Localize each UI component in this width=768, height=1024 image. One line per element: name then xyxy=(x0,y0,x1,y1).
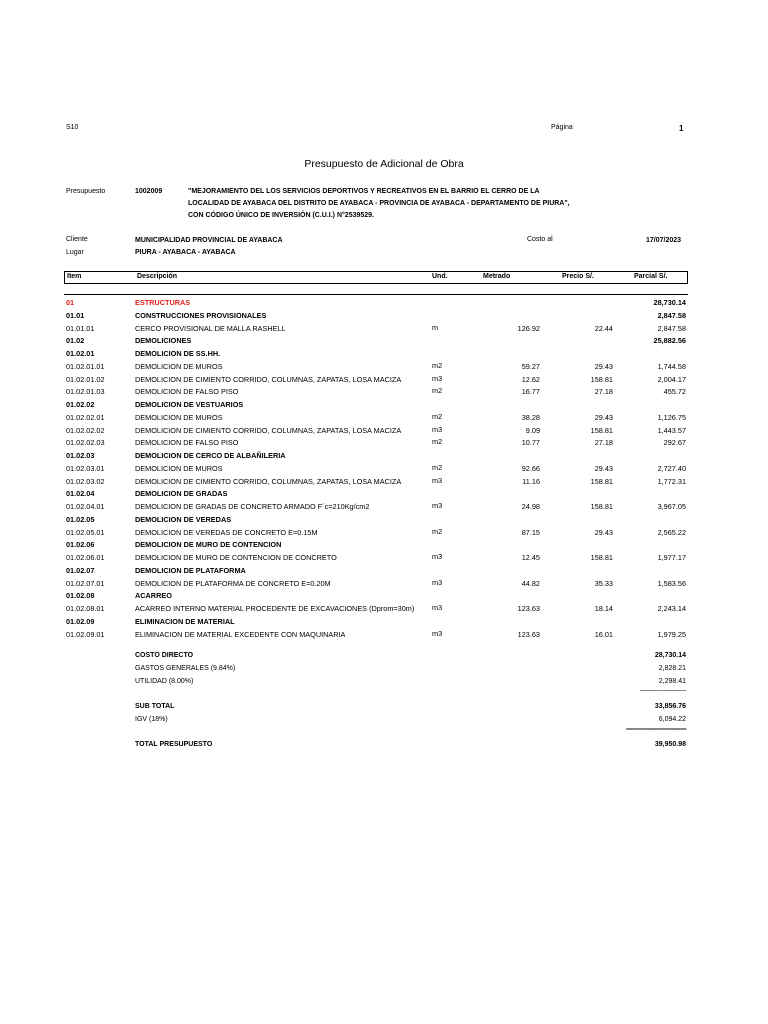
gastos-label: GASTOS GENERALES (9.84%) xyxy=(135,665,236,672)
row-item: 01.02.07 xyxy=(66,565,95,575)
row-item: 01.02.03.01 xyxy=(66,463,105,473)
row-metrado: 12.62 xyxy=(521,374,540,384)
row-desc: DEMOLICION DE MURO DE CONTENCION DE CONCRETO xyxy=(135,553,337,562)
row-und: m2 xyxy=(432,462,443,472)
row-item: 01.02.09 xyxy=(66,616,95,626)
row-und: m2 xyxy=(432,526,443,536)
row-desc: ACARREO INTERNO MATERIAL PROCEDENTE DE EXCAVACIONES (Dprom=30m) xyxy=(135,604,415,613)
subtotal-label: SUB TOTAL xyxy=(135,703,175,710)
row-metrado: 92.66 xyxy=(521,463,540,473)
costo-directo-value: 28,730.14 xyxy=(654,652,686,659)
row-parcial: 455.72 xyxy=(663,387,686,397)
row-metrado: 10.77 xyxy=(521,438,540,448)
row-item: 01.02.05 xyxy=(66,514,95,524)
row-desc: DEMOLICION DE CIMIENTO CORRIDO, COLUMNAS, ZAPATAS, LOSA MACIZA xyxy=(135,476,402,486)
row-desc: DEMOLICION DE MURO DE CONTENCION xyxy=(135,540,282,550)
row-item: 01.02.06 xyxy=(66,540,95,550)
row-parcial: 1,583.56 xyxy=(657,578,686,588)
row-precio: 158.81 xyxy=(590,502,613,511)
report-code: S10 xyxy=(66,124,79,131)
presupuesto-number: 1002009 xyxy=(135,188,163,195)
row-item: 01.02.07.01 xyxy=(66,578,105,588)
row-parcial: 1,979.25 xyxy=(657,629,686,639)
row-precio: 16.01 xyxy=(594,629,613,639)
col-item: Item xyxy=(67,273,82,280)
row-metrado: 126.92 xyxy=(517,323,540,333)
row-precio: 27.18 xyxy=(594,438,613,448)
document-title: Presupuesto de Adicional de Obra xyxy=(304,158,464,170)
row-parcial: 1,772.31 xyxy=(657,476,686,486)
row-metrado: 123.63 xyxy=(517,604,540,613)
row-metrado: 16.77 xyxy=(521,387,540,397)
row-precio: 27.18 xyxy=(594,387,613,397)
utilidad-value: 2,298.41 xyxy=(658,678,686,685)
row-metrado: 44.82 xyxy=(521,578,540,588)
row-item: 01.01 xyxy=(66,310,85,320)
col-und: Und. xyxy=(432,273,448,280)
cliente-value: MUNICIPALIDAD PROVINCIAL DE AYABACA xyxy=(135,237,283,244)
row-item: 01.02 xyxy=(66,336,85,346)
row-item: 01.02.03.02 xyxy=(66,476,105,486)
row-item: 01.02.02.02 xyxy=(66,425,105,435)
total-label: TOTAL PRESUPUESTO xyxy=(135,741,213,748)
row-desc: DEMOLICION DE FALSO PISO xyxy=(135,438,239,448)
lugar-label: Lugar xyxy=(66,249,84,256)
row-item: 01.02.01 xyxy=(66,349,95,358)
row-desc: CONSTRUCCIONES PROVISIONALES xyxy=(135,310,267,320)
total-value: 39,950.98 xyxy=(654,741,686,748)
lugar-value: PIURA - AYABACA - AYABACA xyxy=(135,249,236,256)
row-item: 01.01.01 xyxy=(66,323,95,333)
row-desc: DEMOLICION DE CIMIENTO CORRIDO, COLUMNAS, ZAPATAS, LOSA MACIZA xyxy=(135,374,402,384)
row-item: 01 xyxy=(66,298,75,307)
row-item: 01.02.09.01 xyxy=(66,629,105,639)
row-item: 01.02.03 xyxy=(66,451,95,460)
row-parcial: 2,847.58 xyxy=(657,310,686,320)
row-item: 01.02.08 xyxy=(66,591,95,601)
row-precio: 158.81 xyxy=(590,476,613,486)
row-und: m3 xyxy=(432,424,443,434)
row-item: 01.02.04 xyxy=(66,489,95,499)
row-item: 01.02.01.02 xyxy=(66,374,105,384)
row-metrado: 87.15 xyxy=(521,527,540,537)
row-desc: DEMOLICION DE MUROS xyxy=(135,412,223,422)
row-parcial: 1,977.17 xyxy=(657,553,686,562)
row-metrado: 12.45 xyxy=(521,553,540,562)
row-desc: DEMOLICION DE FALSO PISO xyxy=(135,387,239,397)
row-parcial: 1,744.58 xyxy=(657,361,686,371)
costo-label: Costo al xyxy=(527,236,553,243)
row-precio: 29.43 xyxy=(594,463,613,473)
row-desc: DEMOLICION DE GRADAS DE CONCRETO ARMADO F´c=210Kg/cm2 xyxy=(135,502,370,511)
costo-date: 17/07/2023 xyxy=(646,237,682,244)
row-desc: ACARREO xyxy=(135,591,172,601)
dash-separator: ------------------------------- xyxy=(639,688,686,694)
row-und: m3 xyxy=(432,552,443,561)
row-desc: ELIMINACION DE MATERIAL xyxy=(135,616,235,626)
row-item: 01.02.01.01 xyxy=(66,361,105,371)
page-number: 1 xyxy=(679,124,684,133)
presupuesto-desc-line-1: "MEJORAMIENTO DEL LOS SERVICIOS DEPORTIVOS Y RECREATIVOS EN EL BARRIO EL CERRO DE LA xyxy=(188,188,540,195)
row-und: m2 xyxy=(432,437,443,447)
row-metrado: 9.09 xyxy=(525,425,540,435)
page-label: Página xyxy=(551,124,573,131)
row-item: 01.02.02.03 xyxy=(66,438,105,448)
row-desc: DEMOLICION DE MUROS xyxy=(135,361,223,371)
row-und: m2 xyxy=(432,386,443,396)
col-descripcion: Descripción xyxy=(137,273,178,280)
row-desc: DEMOLICION DE SS.HH. xyxy=(135,349,221,358)
row-parcial: 25,882.56 xyxy=(653,336,686,346)
row-item: 01.02.02 xyxy=(66,400,95,409)
row-precio: 158.81 xyxy=(590,374,613,384)
row-metrado: 59.27 xyxy=(521,361,540,371)
igv-label: IGV (18%) xyxy=(135,716,168,723)
row-precio: 158.81 xyxy=(590,425,613,435)
row-parcial: 2,727.40 xyxy=(657,463,686,473)
subtotal-value: 33,856.76 xyxy=(654,703,686,710)
row-parcial: 2,004.17 xyxy=(657,374,686,384)
row-desc: DEMOLICION DE MUROS xyxy=(135,463,223,473)
row-desc: DEMOLICIONES xyxy=(135,336,192,346)
row-precio: 29.43 xyxy=(594,412,613,422)
row-desc: DEMOLICION DE CIMIENTO CORRIDO, COLUMNAS, ZAPATAS, LOSA MACIZA xyxy=(135,425,402,435)
row-und: m3 xyxy=(432,373,443,383)
table-header-underline xyxy=(64,294,688,295)
utilidad-label: UTILIDAD (8.00%) xyxy=(135,678,194,685)
row-parcial: 292.67 xyxy=(663,438,686,448)
row-parcial: 3,967.05 xyxy=(657,502,686,511)
row-desc: DEMOLICION DE VESTUARIOS xyxy=(135,400,244,409)
costo-directo-label: COSTO DIRECTO xyxy=(135,652,194,659)
row-desc: CERCO PROVISIONAL DE MALLA RASHELL xyxy=(135,323,286,333)
row-desc: ESTRUCTURAS xyxy=(135,298,191,307)
gastos-value: 2,828.21 xyxy=(658,665,686,672)
row-und: m xyxy=(432,322,439,332)
row-und: m3 xyxy=(432,603,443,612)
row-item: 01.02.06.01 xyxy=(66,553,105,562)
row-und: m2 xyxy=(432,411,443,421)
row-precio: 158.81 xyxy=(590,553,613,562)
row-und: m3 xyxy=(432,577,443,587)
igv-value: 6,094.22 xyxy=(658,716,686,723)
row-item: 01.02.02.01 xyxy=(66,412,105,422)
presupuesto-desc-line-2: LOCALIDAD DE AYABACA DEL DISTRITO DE AYABACA - PROVINCIA DE AYABACA - DEPARTAMENTO DE PIURA", xyxy=(188,200,570,207)
row-und: m3 xyxy=(432,628,443,638)
row-parcial: 28,730.14 xyxy=(653,298,686,307)
presupuesto-label: Presupuesto xyxy=(66,188,106,195)
row-parcial: 2,243.14 xyxy=(657,604,686,613)
row-parcial: 1,126.75 xyxy=(657,412,686,422)
row-metrado: 123.63 xyxy=(517,629,540,639)
cliente-label: Cliente xyxy=(66,236,88,243)
row-desc: DEMOLICION DE PLATAFORMA xyxy=(135,565,246,575)
presupuesto-desc-line-3: CON CÓDIGO ÚNICO DE INVERSIÓN (C.U.I.) N°2539529. xyxy=(188,212,375,219)
row-desc: ELIMINACION DE MATERIAL EXCEDENTE CON MAQUINARIA xyxy=(135,629,346,639)
row-item: 01.02.01.03 xyxy=(66,387,105,397)
row-und: m2 xyxy=(432,360,443,370)
row-item: 01.02.04.01 xyxy=(66,502,105,511)
col-precio: Precio S/. xyxy=(562,273,594,280)
row-desc: DEMOLICION DE VEREDAS xyxy=(135,514,232,524)
row-metrado: 38.28 xyxy=(521,412,540,422)
row-precio: 35.33 xyxy=(594,578,613,588)
row-precio: 29.43 xyxy=(594,527,613,537)
row-precio: 22.44 xyxy=(594,323,613,333)
row-precio: 18.14 xyxy=(594,604,613,613)
row-metrado: 24.98 xyxy=(521,502,540,511)
row-metrado: 11.16 xyxy=(522,476,540,486)
row-desc: DEMOLICION DE PLATAFORMA DE CONCRETO E=0.20M xyxy=(135,578,331,588)
col-parcial: Parcial S/. xyxy=(634,273,668,280)
double-separator: ==================== xyxy=(625,727,686,733)
col-metrado: Metrado xyxy=(483,273,511,280)
row-und: m3 xyxy=(432,475,443,485)
row-precio: 29.43 xyxy=(594,361,613,371)
row-und: m3 xyxy=(432,501,443,510)
row-parcial: 2,565.22 xyxy=(657,527,686,537)
row-desc: DEMOLICION DE VEREDAS DE CONCRETO E=0.15M xyxy=(135,527,318,537)
row-parcial: 1,443.57 xyxy=(657,425,686,435)
row-item: 01.02.05.01 xyxy=(66,527,105,537)
row-desc: DEMOLICION DE CERCO DE ALBAÑILERIA xyxy=(135,451,286,460)
row-parcial: 2,847.58 xyxy=(657,323,686,333)
row-item: 01.02.08.01 xyxy=(66,604,105,613)
row-desc: DEMOLICION DE GRADAS xyxy=(135,489,228,499)
